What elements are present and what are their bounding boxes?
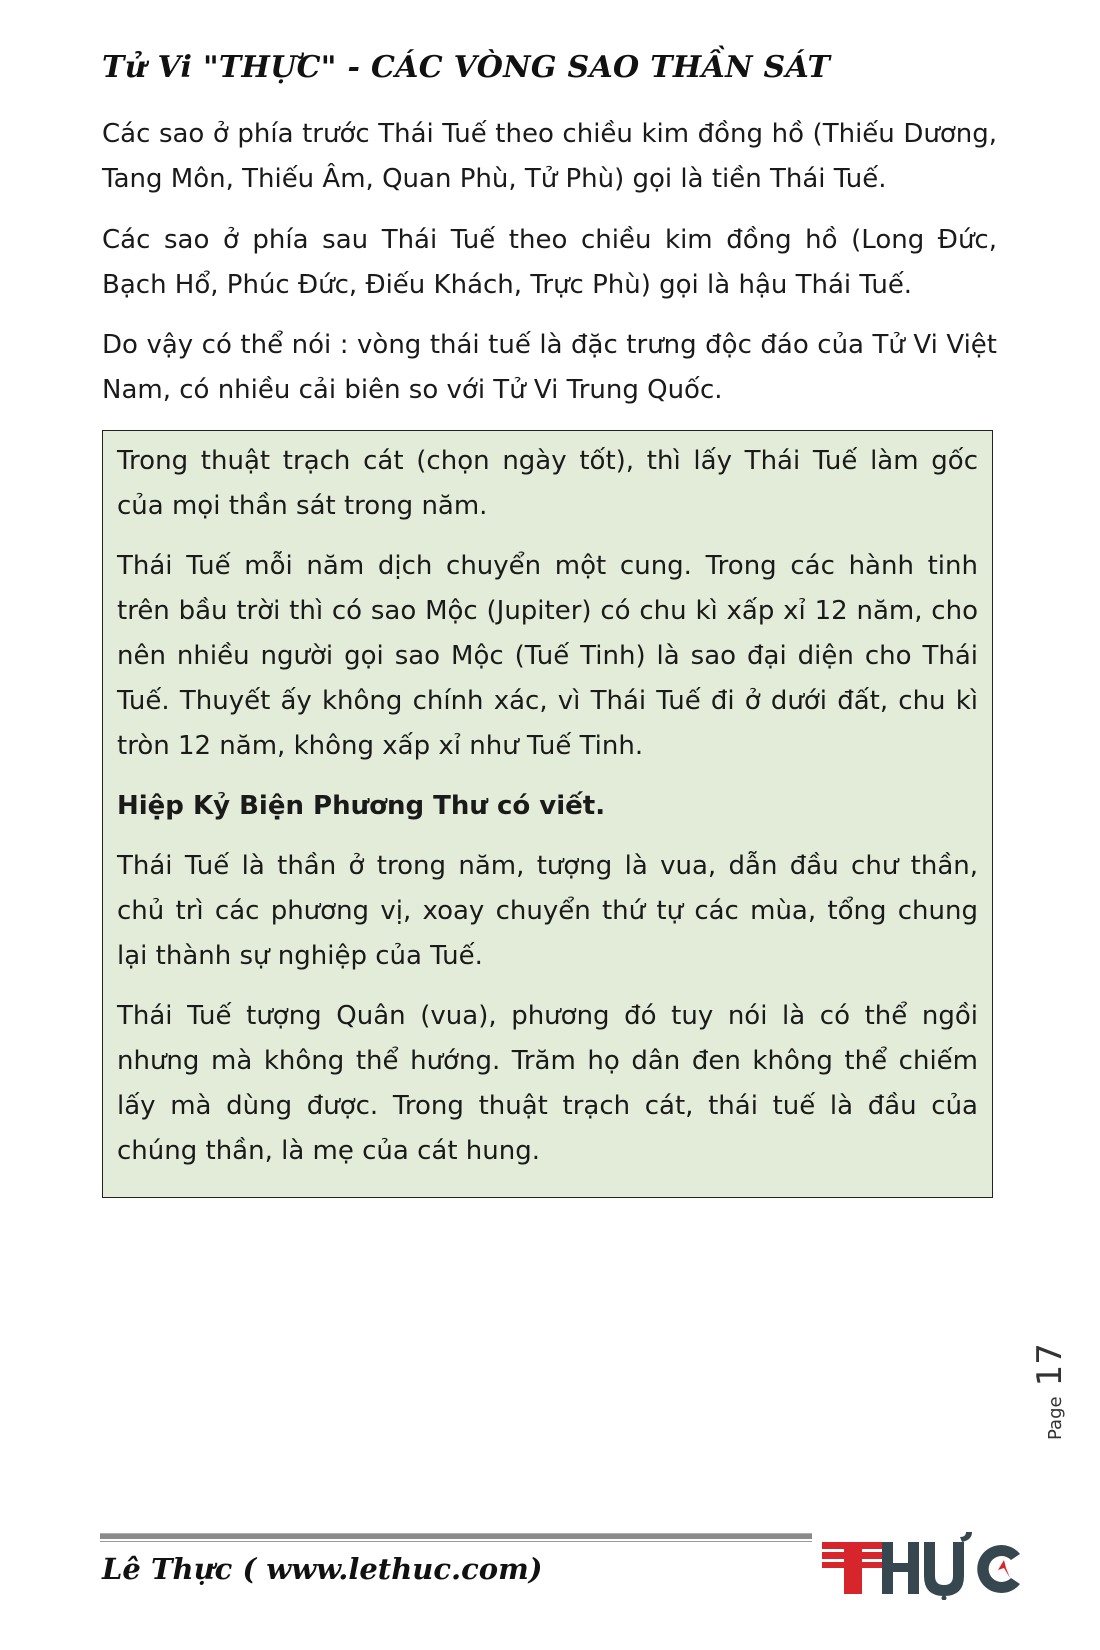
footer-divider-thin [100, 1541, 812, 1542]
intro-paragraph-1: Các sao ở phía trước Thái Tuế theo chiều kim đồng hồ (Thiếu Dương, Tang Môn, Thiếu Âm, Quan Phù, Tử Phù) gọi là tiền Thái Tuế. [102, 119, 997, 194]
logo-u-horn [960, 1532, 972, 1542]
footer-author: Lê Thực ( www.lethuc.com) [102, 1552, 543, 1586]
page-number [1030, 1343, 1070, 1440]
logo-u [924, 1542, 964, 1596]
logo-t-stem [844, 1542, 862, 1594]
quote-box [102, 430, 993, 1198]
page-number-value: 17 [1030, 1343, 1070, 1387]
quote-paragraph-4: Thái Tuế tượng Quân (vua), phương đó tuy nói là có thể ngồi nhưng mà không thể hướng. Trăm họ dân đen không thể chiếm lấy mà dùng được. Trong thuật trạch cát, thái tuế là đầu của chúng thần, là mẹ của cát hung. [117, 1001, 978, 1166]
page-title: Tử Vi "THỰC" - CÁC VÒNG SAO THẦN SÁT [102, 50, 831, 85]
intro-paragraph-2: Các sao ở phía sau Thái Tuế theo chiều kim đồng hồ (Long Đức, Bạch Hổ, Phúc Đức, Điếu Khách, Trực Phù) gọi là hậu Thái Tuế. [102, 225, 997, 300]
quote-source-heading: Hiệp Kỷ Biện Phương Thư có viết. [117, 791, 606, 821]
page-number-label: Page [1045, 1396, 1066, 1440]
intro-paragraph-3: Do vậy có thể nói : vòng thái tuế là đặc trưng độc đáo của Tử Vi Việt Nam, có nhiều cải biên so với Tử Vi Trung Quốc. [102, 330, 997, 405]
quote-paragraph-2: Thái Tuế mỗi năm dịch chuyển một cung. Trong các hành tinh trên bầu trời thì có sao Mộc (Jupiter) có chu kì xấp xỉ 12 năm, cho nên nhiều người gọi sao Mộc (Tuế Tinh) là sao đại diện cho Thái Tuế. Thuyết ấy không chính xác, vì Thái Tuế đi ở dưới đất, chu kì tròn 12 năm, không xấp xỉ như Tuế Tinh. [117, 551, 978, 761]
logo-dot [942, 1596, 947, 1601]
logo-compass-needle [998, 1560, 1010, 1578]
footer-divider [100, 1533, 812, 1539]
logo-h-right [908, 1542, 919, 1594]
brand-logo [820, 1530, 1025, 1600]
quote-paragraph-3: Thái Tuế là thần ở trong năm, tượng là vua, dẫn đầu chư thần, chủ trì các phương vị, xoay chuyển thứ tự các mùa, tổng chung lại thành sự nghiệp của Tuế. [117, 851, 978, 971]
quote-paragraph-1: Trong thuật trạch cát (chọn ngày tốt), thì lấy Thái Tuế làm gốc của mọi thần sát trong năm. [117, 446, 978, 521]
